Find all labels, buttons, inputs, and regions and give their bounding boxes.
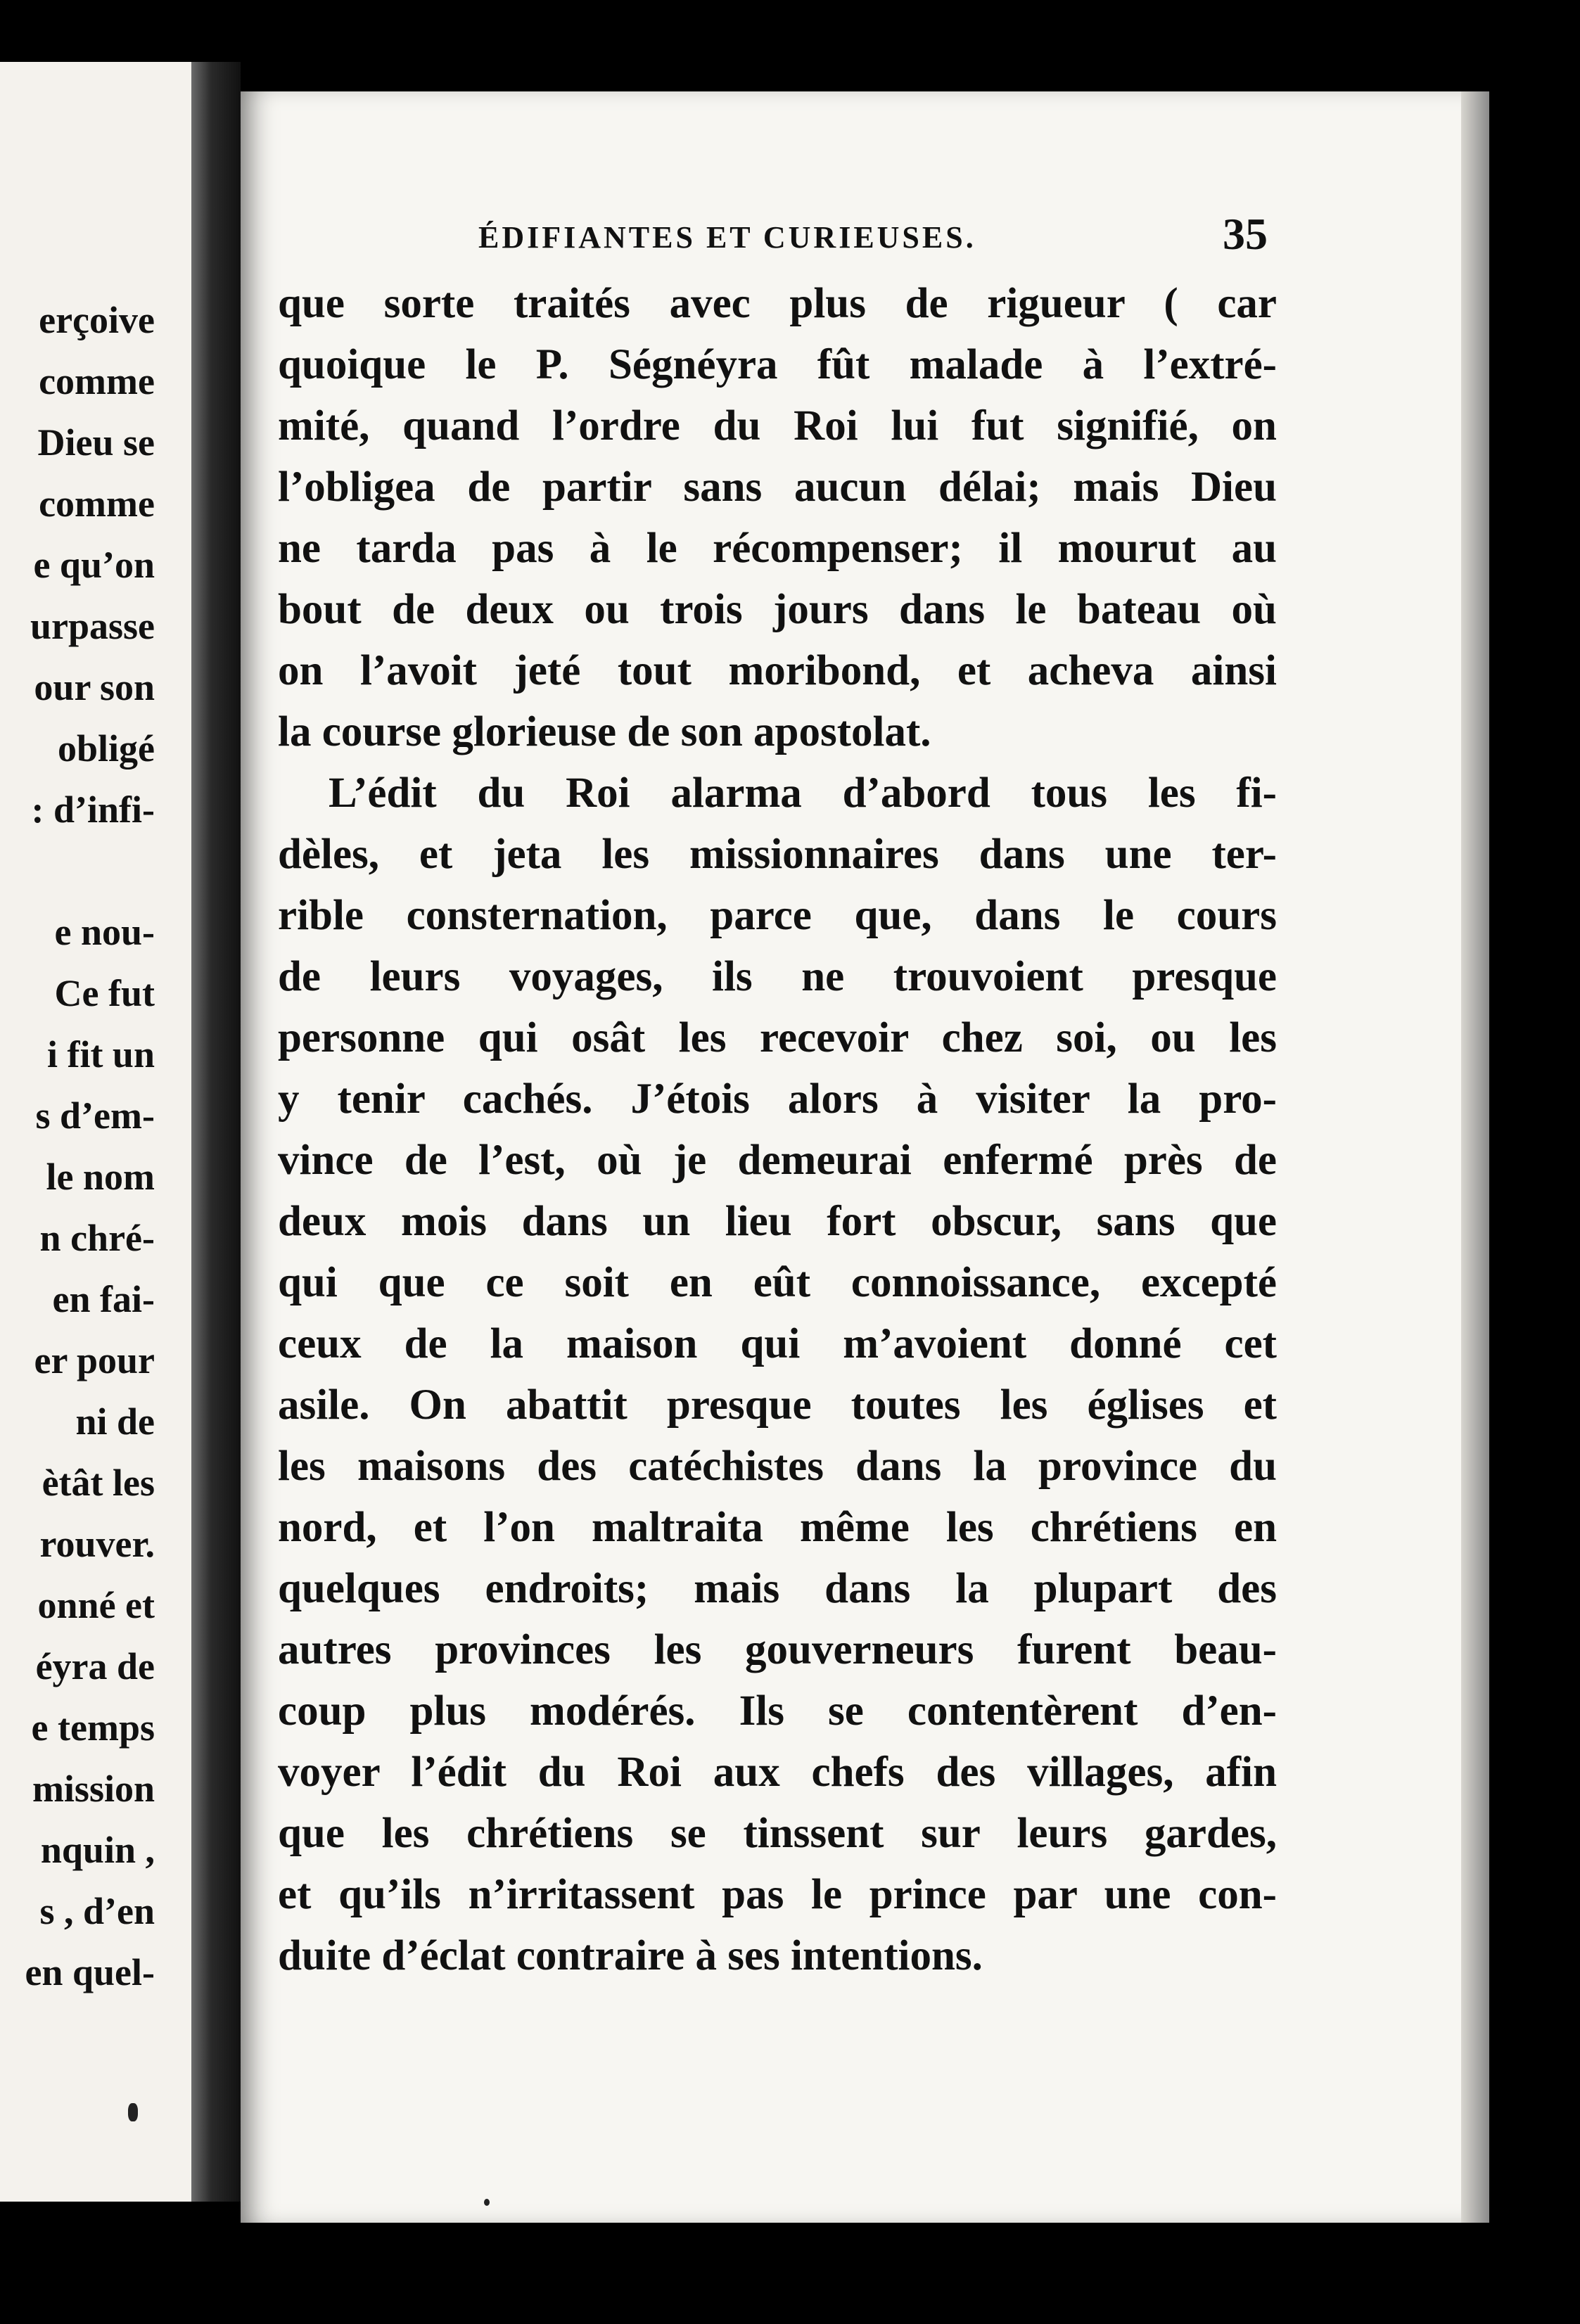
text-line: et qu’ils n’irritassent pas le prince par une con- [278, 1871, 1277, 1918]
text-line: voyer l’édit du Roi aux chefs des villages, afin [278, 1749, 1277, 1796]
text-line: personne qui osât les recevoir chez soi, ou les [278, 1014, 1277, 1061]
left-page-line: s d’em- [35, 1094, 155, 1137]
left-page-line: rouver. [39, 1523, 155, 1565]
text-line: que sorte traités avec plus de rigueur ( car [278, 280, 1277, 327]
text-line: coup plus modérés. Ils se contentèrent d’en- [278, 1687, 1277, 1735]
running-head: ÉDIFIANTES ET CURIEUSES. [478, 220, 976, 255]
left-page-line: erçoive [39, 299, 155, 341]
left-page-line: mission [32, 1768, 155, 1810]
text-line: de leurs voyages, ils ne trouvoient presque [278, 953, 1277, 1000]
text-line: autres provinces les gouverneurs furent beau- [278, 1626, 1277, 1673]
text-line: quelques endroits; mais dans la plupart des [278, 1565, 1277, 1612]
text-line: bout de deux ou trois jours dans le bateau où [278, 586, 1277, 633]
left-page-line: le nom [46, 1156, 155, 1198]
left-page-line: Ce fut [54, 972, 155, 1014]
text-line: deux mois dans un lieu fort obscur, sans que [278, 1198, 1277, 1245]
paragraph [278, 273, 1277, 762]
left-page-line: éyra de [35, 1645, 155, 1687]
book-gutter [191, 62, 241, 2202]
left-page-line: e temps [31, 1706, 155, 1749]
text-line: l’obligea de partir sans aucun délai; mais Dieu [278, 464, 1277, 511]
text-line: que les chrétiens se tinssent sur leurs gardes, [278, 1810, 1277, 1857]
left-page-line: en quel- [25, 1951, 155, 1993]
left-page-line: obligé [57, 727, 155, 770]
page-edge [1461, 91, 1489, 2223]
left-page-line: nquin , [40, 1829, 155, 1871]
left-page-line: comme [39, 360, 155, 402]
text-line: mité, quand l’ordre du Roi lui fut signifié, on [278, 402, 1277, 449]
text-line: vince de l’est, où je demeurai enfermé près de [278, 1137, 1277, 1184]
left-page-line: en fai- [52, 1278, 155, 1320]
left-page-line: e nou- [54, 911, 155, 953]
left-page-line: ètât les [42, 1462, 155, 1504]
left-page-line: our son [34, 666, 155, 708]
text-line: y tenir cachés. J’étois alors à visiter la pro- [278, 1075, 1277, 1123]
text-line: qui que ce soit en eût connoissance, excepté [278, 1259, 1277, 1306]
text-line: dèles, et jeta les missionnaires dans une ter- [278, 831, 1277, 878]
ink-speck [128, 2103, 138, 2121]
text-line: les maisons des catéchistes dans la province du [278, 1443, 1277, 1490]
left-page-line: comme [39, 483, 155, 525]
previous-page-fragment [0, 62, 191, 2202]
left-page-line: n chré- [39, 1217, 155, 1259]
page-number: 35 [1223, 209, 1268, 259]
left-page-line: ni de [75, 1400, 155, 1443]
left-page-line: er pour [34, 1339, 155, 1381]
text-line: nord, et l’on maltraita même les chrétiens en [278, 1504, 1277, 1551]
left-page-line: s , d’en [39, 1890, 155, 1932]
text-line: duite d’éclat contraire à ses intentions. [278, 1932, 983, 1979]
text-line: quoique le P. Ségnéyra fût malade à l’extré- [278, 341, 1277, 388]
text-line: asile. On abattit presque toutes les églises et [278, 1381, 1277, 1429]
left-page-line: urpasse [30, 605, 155, 647]
left-page-line: onné et [37, 1584, 155, 1626]
paragraph [278, 762, 1277, 1986]
left-page-line: e qu’on [33, 544, 155, 586]
left-page-line: : d’infi- [31, 788, 155, 831]
text-line: ne tarda pas à le récompenser; il mourut au [278, 525, 1277, 572]
left-page-line: Dieu se [37, 421, 155, 464]
ink-speck [484, 2199, 490, 2206]
text-line: la course glorieuse de son apostolat. [278, 708, 931, 755]
text-line: rible consternation, parce que, dans le cours [278, 892, 1277, 939]
left-page-line: i fit un [46, 1033, 155, 1075]
text-line: ceux de la maison qui m’avoient donné cet [278, 1320, 1277, 1367]
text-line: L’édit du Roi alarma d’abord tous les fi- [329, 770, 1277, 817]
text-line: on l’avoit jeté tout moribond, et acheva ainsi [278, 647, 1277, 694]
page-body [278, 273, 1277, 1986]
